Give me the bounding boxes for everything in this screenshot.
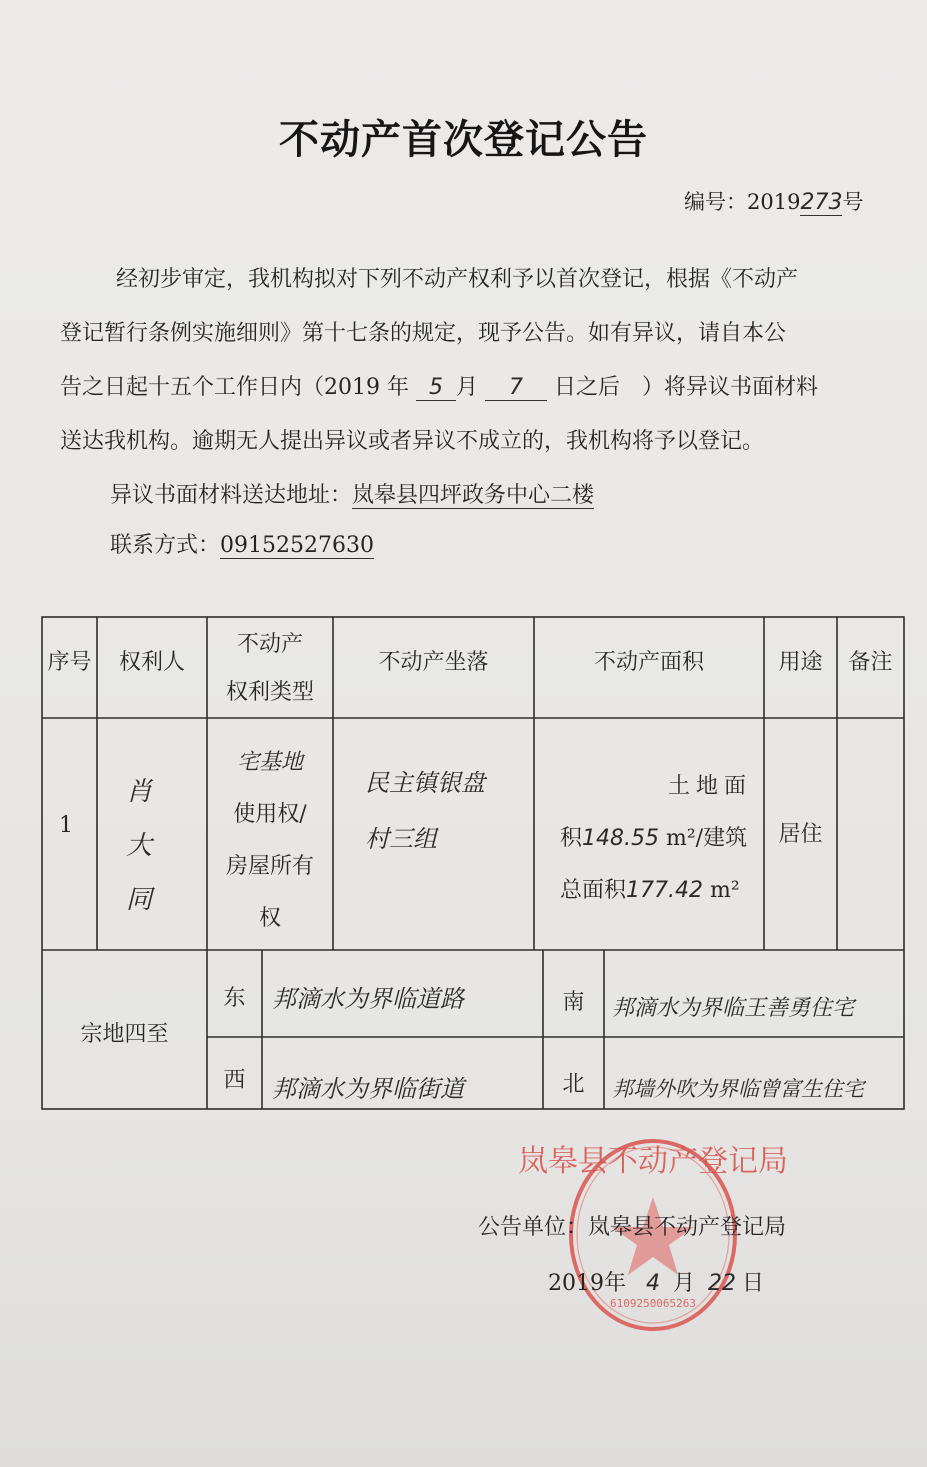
svg-text:6109250065263: 6109250065263	[609, 1297, 697, 1310]
header-location: 不动产坐落	[378, 650, 489, 675]
address-value: 岚皋县四坪政务中心二楼	[352, 483, 595, 508]
row-seq: 1	[59, 813, 73, 838]
header-seq: 序号	[47, 650, 92, 675]
header-remark: 备注	[848, 650, 893, 675]
serial-year: 2019	[747, 190, 801, 214]
contact-phone: 09152527630	[220, 533, 374, 558]
body-line-3: 告之日起十五个工作日内（2019 年 5 月 7 日之后 ）将异议书面材料	[60, 375, 818, 400]
boundary-west-label: 西	[223, 1068, 246, 1093]
row-usage: 居住	[778, 822, 823, 847]
header-area: 不动产面积	[593, 650, 704, 675]
building-area-value: 177.42	[626, 878, 703, 903]
issuer: 公告单位：岚皋县不动产登记局	[478, 1215, 787, 1240]
notice-title: 不动产首次登记公告	[279, 117, 648, 163]
row-area: 土地面 积148.55 m²/建筑 总面积177.42 m²	[560, 774, 752, 903]
row-right-type: 宅基地 使用权/ 房屋所有 权	[225, 750, 314, 931]
boundary-west-value: 邦滴水为界临街道	[272, 1075, 464, 1103]
boundary-south-label: 南	[562, 990, 585, 1015]
header-usage: 用途	[778, 650, 823, 675]
deadline-day: 7	[485, 375, 547, 401]
boundary-label: 宗地四至	[80, 1022, 169, 1047]
boundary-south-value: 邦滴水为界临王善勇住宅	[612, 996, 855, 1021]
svg-text:岚皋县不动产登记局: 岚皋县不动产登记局	[518, 1144, 788, 1179]
serial-number: 编号：2019273号	[684, 190, 864, 215]
objection-address: 异议书面材料送达地址：岚皋县四坪政务中心二楼	[110, 483, 595, 508]
body-line-2: 登记暂行条例实施细则》第十七条的规定，现予公告。如有异议，请自本公	[60, 321, 787, 346]
boundary-north-label: 北	[562, 1072, 585, 1097]
row-owner: 肖 大 同	[126, 777, 153, 915]
issue-date: 2019年 4 月 22 日	[548, 1271, 765, 1296]
issuer-name: 岚皋县不动产登记局	[588, 1215, 787, 1240]
deadline-month: 5	[416, 375, 456, 401]
serial-handwritten-no: 273	[800, 190, 843, 215]
boundary-north-value: 邦墙外吹为界临曾富生住宅	[612, 1077, 864, 1101]
body-line-1: 经初步审定，我机构拟对下列不动产权利予以首次登记，根据《不动产	[116, 267, 799, 292]
boundary-east-value: 邦滴水为界临道路	[272, 985, 464, 1013]
row-location: 民主镇银盘 村三组	[365, 769, 485, 853]
land-area-value: 148.55	[582, 826, 659, 851]
header-owner: 权利人	[118, 650, 185, 675]
body-line-4: 送达我机构。逾期无人提出异议或者异议不成立的，我机构将予以登记。	[60, 429, 765, 454]
registration-table	[40, 615, 906, 1111]
header-right-type: 不动产 权利类型	[225, 632, 314, 705]
boundary-east-label: 东	[223, 986, 246, 1011]
contact-info: 联系方式：09152527630	[110, 533, 374, 558]
